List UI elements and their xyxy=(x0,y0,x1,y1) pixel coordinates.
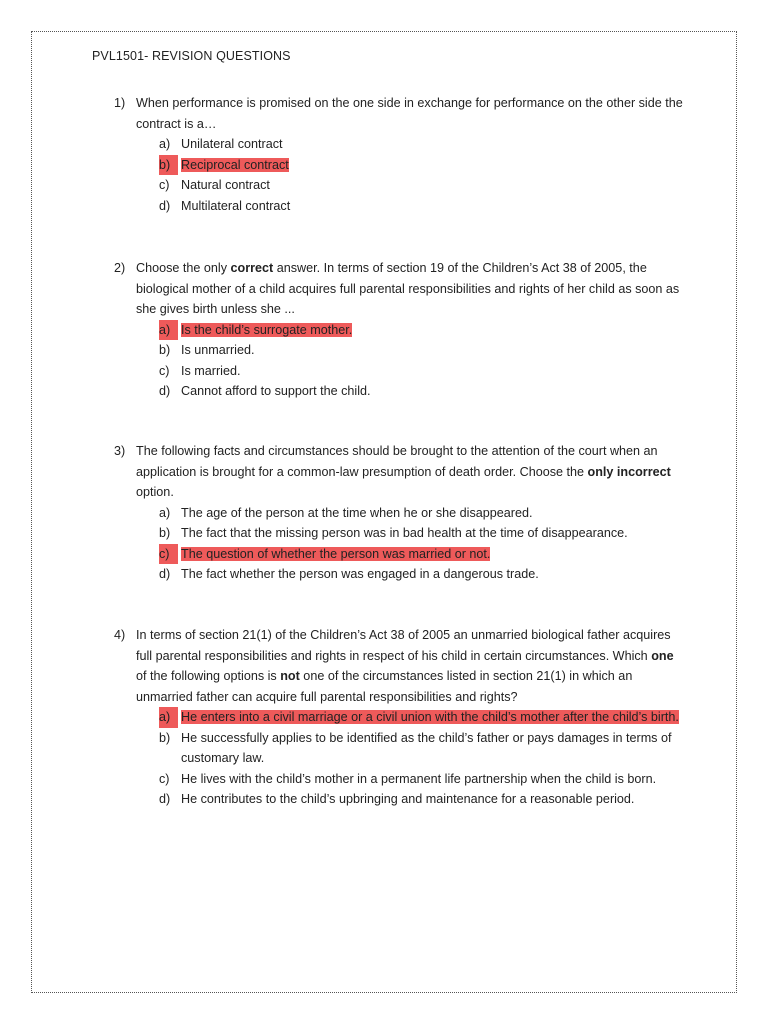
option-a: a) The age of the person at the time when he or she disappeared. xyxy=(159,505,533,520)
option-b-highlighted: b) Reciprocal contract xyxy=(159,155,684,176)
question-4 xyxy=(114,625,684,810)
options-list xyxy=(114,134,684,216)
option-a-highlighted: a) Is the child’s surrogate mother. xyxy=(159,320,684,341)
question-text: The following facts and circumstances should be brought to the attention of the court when an application is brought for a common-law presumption of death order. Choose the only incorrect option. xyxy=(136,444,671,499)
option-d: d) The fact whether the person was engaged in a dangerous trade. xyxy=(159,567,539,581)
option-a: a) Unilateral contract xyxy=(159,137,283,151)
option-d: d) He contributes to the child’s upbringing and maintenance for a reasonable period. xyxy=(159,792,635,806)
question-text: Choose the only correct answer. In terms of section 19 of the Children’s Act 38 of 2005, the biological mother of a child acquires full parental responsibilities and rights of her child as soon as she gives birth unless she ... xyxy=(136,261,680,316)
question-number: 1) xyxy=(114,96,126,110)
option-b: b) Is unmarried. xyxy=(159,343,255,357)
question-text: In terms of section 21(1) of the Children’s Act 38 of 2005 an unmarried biological father acquires full parental responsibilities and rights in respect of his child in certain circumstances. Which one of the following options is not one of the circumstances listed in section 21(1) in which an unmarried father can acquire full parental responsibilities and rights? xyxy=(136,628,674,704)
option-a-highlighted: a) He enters into a civil marriage or a civil union with the child’s mother after the child’s birth. xyxy=(159,707,684,728)
options-list xyxy=(114,707,684,810)
option-c: c) Is married. xyxy=(159,363,241,378)
option-c: c) Natural contract xyxy=(159,178,270,192)
question-number: 3) xyxy=(114,444,126,458)
option-c: c) He lives with the child’s mother in a permanent life partnership when the child is born. xyxy=(159,771,657,786)
question-1 xyxy=(114,93,684,216)
question-number: 4) xyxy=(114,628,126,642)
question-number: 2) xyxy=(114,261,126,275)
option-b: b) The fact that the missing person was in bad health at the time of disappearance. xyxy=(159,526,628,540)
options-list xyxy=(114,503,684,585)
options-list xyxy=(114,320,684,402)
option-d: d) Cannot afford to support the child. xyxy=(159,384,371,398)
document-title: PVL1501- REVISION QUESTIONS xyxy=(92,49,291,63)
question-text: When performance is promised on the one side in exchange for performance on the other side the contract is a… xyxy=(136,96,683,131)
option-b: b) He successfully applies to be identified as the child’s father or pays damages in terms of customary law. xyxy=(159,730,672,765)
document-page xyxy=(31,31,737,993)
question-2 xyxy=(114,258,684,402)
option-c-highlighted: c) The question of whether the person was married or not. xyxy=(159,544,684,565)
question-3 xyxy=(114,441,684,585)
option-d: d) Multilateral contract xyxy=(159,198,291,213)
